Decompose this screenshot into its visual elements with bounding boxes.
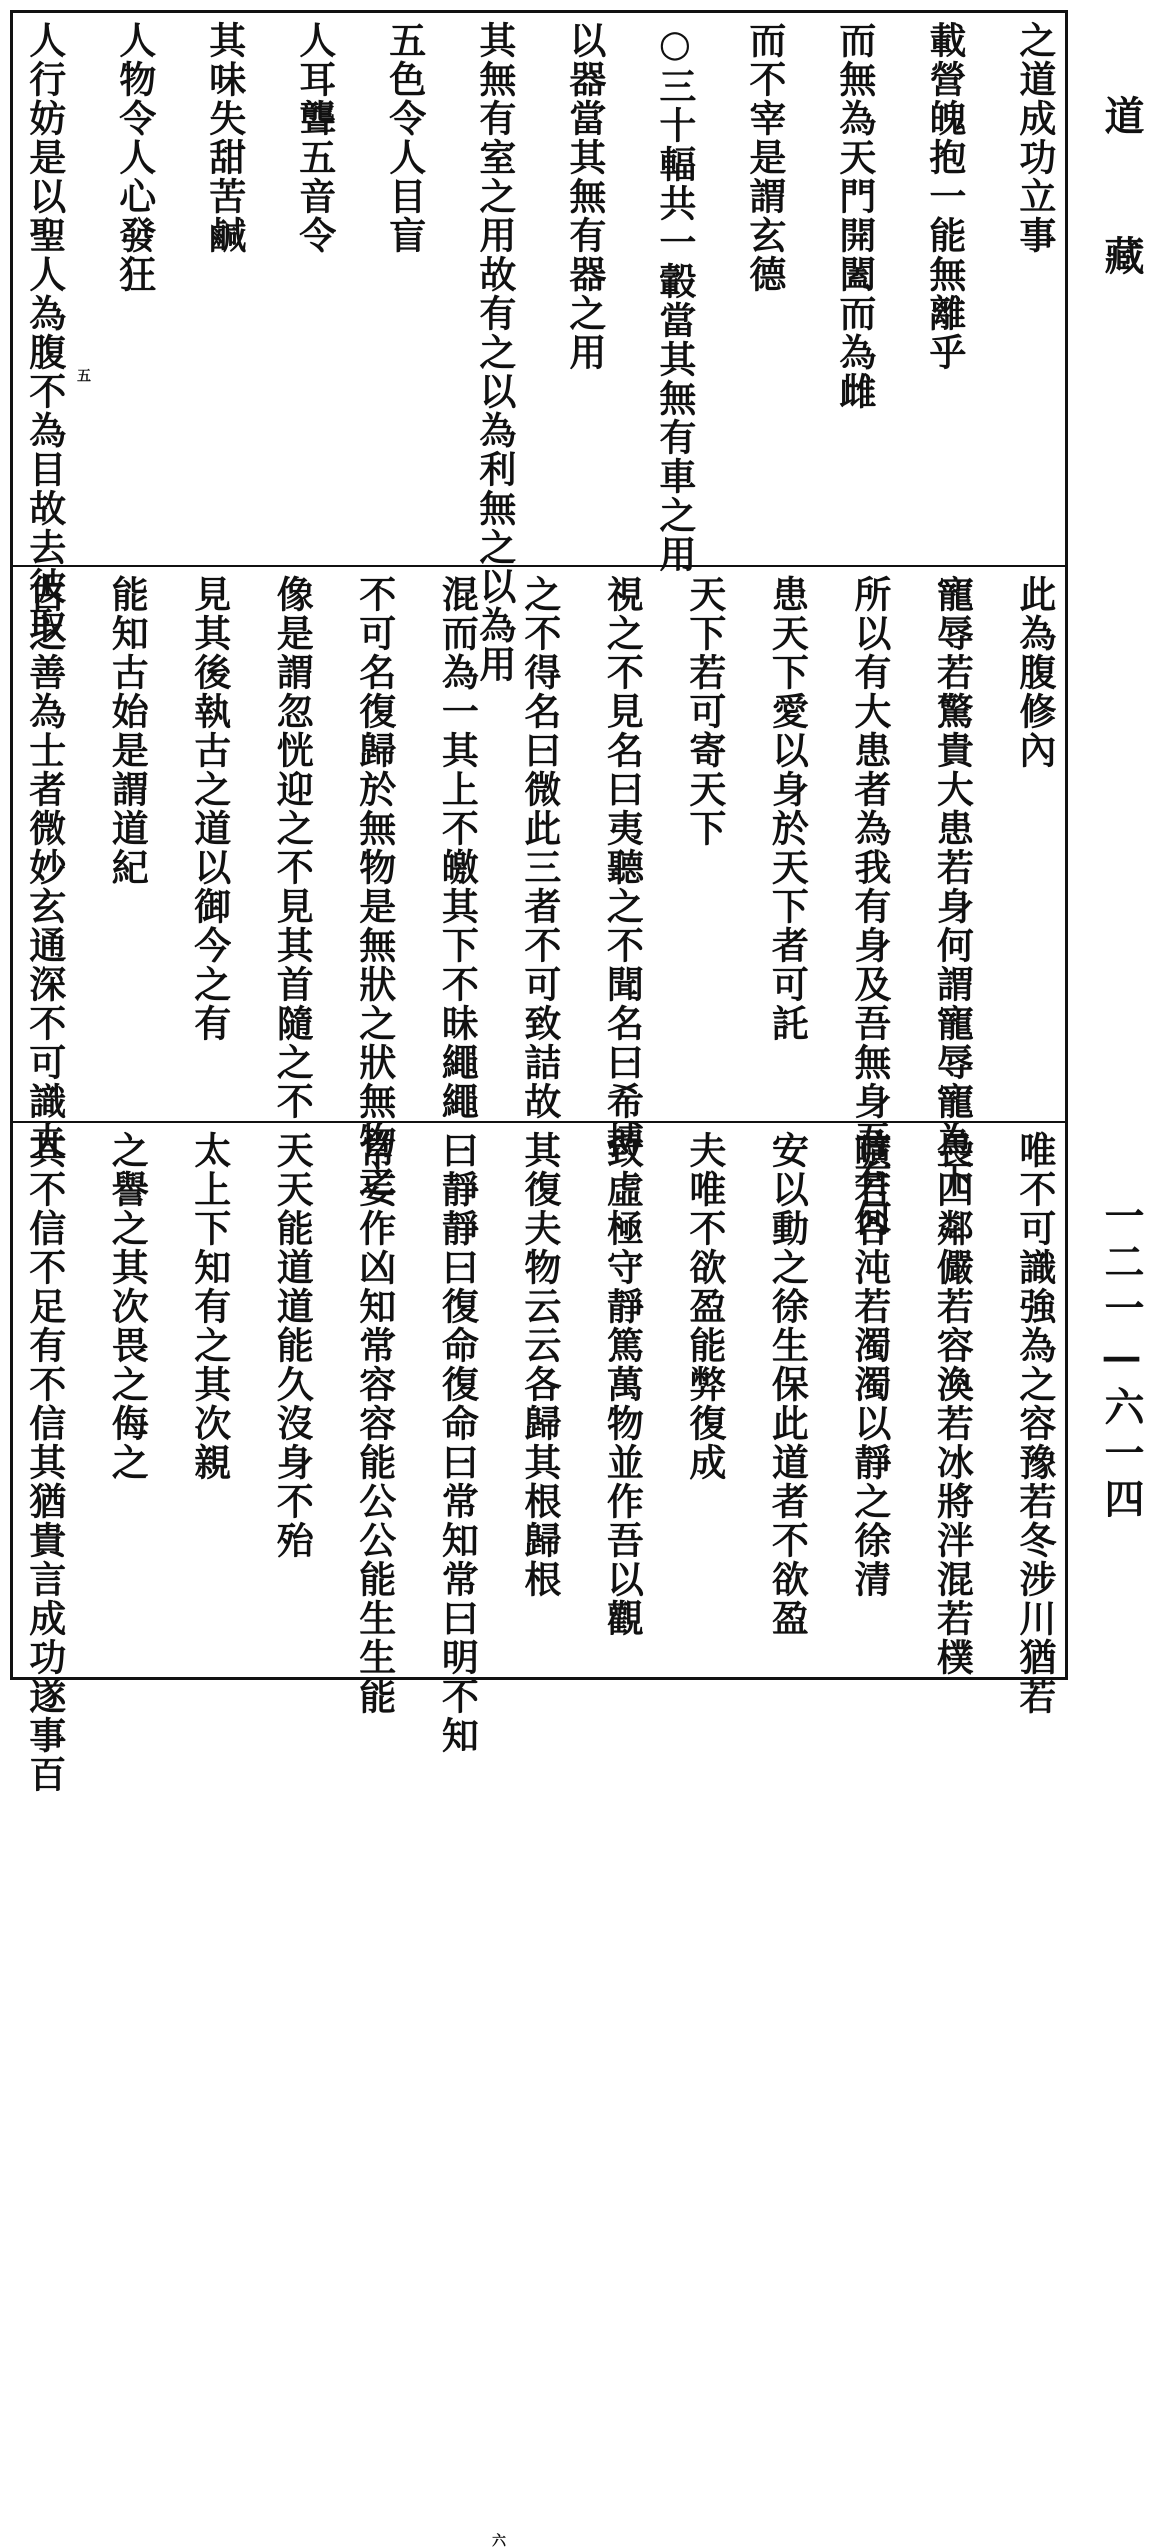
text-column: 畏四鄰儼若容渙若冰將泮混若樸 [930,1131,975,1677]
text-column: ○三十輻共一轂當其無有車之用 [652,21,697,574]
text-column: 混而為一其上不皦其下不昧繩繩 [435,575,480,1121]
text-column: 人物令人心發狂 [112,21,157,294]
text-column: 唯不可識強為之容豫若冬涉川猶若 [1012,1131,1057,1716]
text-column: 之不得名曰微此三者不可致詰故 [517,575,562,1121]
text-column: 其味失甜苦鹹 [202,21,247,255]
text-column: 寵辱若驚貴大患若身何謂寵辱寵為下 [930,575,975,1199]
text-column: 天天能道道能久沒身不殆 [270,1131,315,1560]
text-column: 所以有大患者為我有身及吾無身吾有何 [847,575,892,1238]
page-number: 一二一—六一四 [1098,1195,1145,1524]
text-column: 視之不見名曰夷聽之不聞名曰希搏 [600,575,645,1160]
text-column: 見其後執古之道以御今之有 [187,575,232,1043]
text-column: 載營魄抱一能無離乎 [922,21,967,372]
text-column: 其無有室之用故有之以為利無之以為用 [472,21,517,684]
text-column: 此為腹修內 [1012,575,1057,770]
column-group [22,575,1057,1238]
text-column: 天下若可寄天下 [682,575,727,848]
folio-marker: 六 [490,2533,506,2547]
text-column: 人行妨是以聖人為腹不為目故去彼取 [22,21,67,645]
text-column: 患天下愛以身於天下者可託 [765,575,810,1043]
text-column: 曰靜靜曰復命復命曰常知常曰明不知 [435,1131,480,1755]
text-column: 曠若谷沌若濁濁以靜之徐清 [847,1131,892,1599]
text-column: 常妄作凶知常容容能公公能生生能 [352,1131,397,1716]
scripture-page-frame [10,10,1068,2547]
text-column: 以器當其無有器之用 [562,21,607,372]
text-column: 之道成功立事 [1012,21,1057,255]
text-column: 其復夫物云云各歸其根歸根 [517,1131,562,1599]
text-column: 之譽之其次畏之侮之 [105,1131,150,1482]
text-column: 不可名復歸於無物是無狀之狀無物之 [352,575,397,1199]
text-column: 安以動之徐生保此道者不欲盈 [765,1131,810,1638]
text-column: 能知古始是謂道紀 [105,575,150,887]
text-column: 人耳聾五音令 [292,21,337,255]
text-column: 五色令人目盲 [382,21,427,255]
text-column: 像是謂忽恍迎之不見其首隨之不 [270,575,315,1121]
text-column: 夫唯不欲盈能弊復成 [682,1131,727,1482]
text-panel-middle [13,567,1065,1238]
text-column: 而無為天門開闔而為雌 [832,21,877,411]
text-panel-bottom [13,1123,1065,2547]
text-column: 而不宰是謂玄德 [742,21,787,294]
book-title: 道藏 [1098,95,1145,375]
text-column: 致虛極守靜篤萬物並作吾以觀 [600,1131,645,1638]
text-column: 太上下知有之其次親 [187,1131,232,1482]
folio-marker: 五 [75,368,91,382]
text-column: 其不信不足有不信其猶貴言成功遂事百 [22,1131,67,1794]
column-group [22,1131,1057,1794]
text-column: 古之善為士者微妙玄通深不可識夫 [22,575,67,1160]
